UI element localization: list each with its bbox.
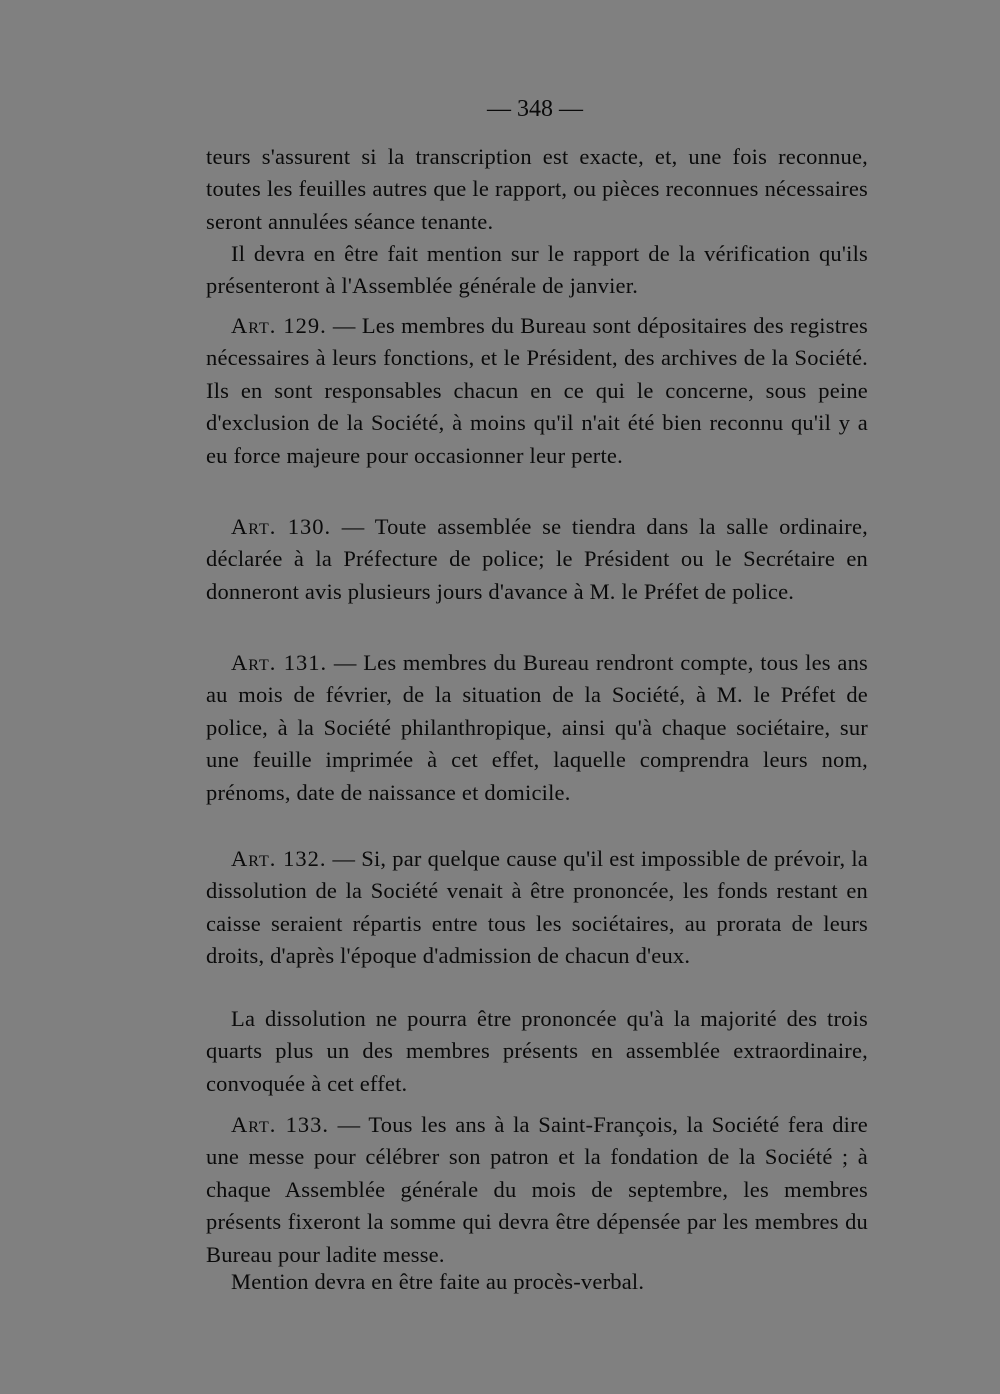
paragraph-text: Il devra en être fait mention sur le rapport de la vérification qu'ils présenteront à l'Assemblée générale de janvier. xyxy=(206,241,868,299)
article-text: — Les membres du Bureau sont dépositaires des registres nécessaires à leurs fonctions, et le Président, des archives de la Société. Ils en sont responsables chacun en ce qui le concerne, sous peine d'exclusion de la Société, à moins qu'il n'ait été bien reconnu qu'il y a eu force majeure pour occasionner leur perte. xyxy=(206,313,869,468)
article-132 xyxy=(206,843,868,973)
paragraph-text: La dissolution ne pourra être prononcée qu'à la majorité des trois quarts plus un des membres présents en assemblée extraordinaire, convoquée à cet effet. xyxy=(206,1006,868,1096)
article-label: Art. 129. xyxy=(231,313,327,338)
article-133 xyxy=(206,1109,868,1271)
paragraph-text: teurs s'assurent si la transcription est exacte, et, une fois reconnue, toutes les feuilles autres que le rapport, ou pièces reconnues nécessaires seront annulées séance tenante. xyxy=(206,144,868,234)
article-text: — Les membres du Bureau rendront compte, tous les ans au mois de février, de la situation de la Société, à M. le Préfet de police, à la Société philanthropique, ainsi qu'à chaque sociétaire, sur une feuille imprimée à cet effet, laquelle comprendra leurs nom, prénoms, date de naissance et domicile. xyxy=(206,650,868,805)
page-number: — 348 — xyxy=(487,96,583,122)
article-label: Art. 131. xyxy=(231,650,328,675)
article-130 xyxy=(206,511,868,608)
paragraph-continuation xyxy=(206,141,868,238)
paragraph xyxy=(206,238,868,303)
paragraph-text: Mention devra en être faite au procès-verbal. xyxy=(231,1269,645,1294)
article-label: Art. 132. xyxy=(231,846,327,871)
article-text: — Tous les ans à la Saint-François, la Société fera dire une messe pour célébrer son patron et la fondation de la Société ; à chaque Assemblée générale du mois de septembre, les membres présents fixeront la somme qui devra être dépensée par les membres du Bureau pour ladite messe. xyxy=(206,1112,868,1267)
article-129 xyxy=(206,310,868,472)
article-label: Art. 133. xyxy=(231,1112,330,1137)
article-text: — Toute assemblée se tiendra dans la salle ordinaire, déclarée à la Préfecture de police; le Président ou le Secrétaire en donneront avis plusieurs jours d'avance à M. le Préfet de police. xyxy=(206,514,869,604)
paragraph xyxy=(206,1266,868,1298)
paragraph xyxy=(206,1003,868,1100)
article-text: — Si, par quelque cause qu'il est impossible de prévoir, la dissolution de la Société venait à être prononcée, les fonds restant en caisse seraient répartis entre tous les sociétaires, au prorata de leurs droits, d'après l'époque d'admission de chacun d'eux. xyxy=(206,846,868,969)
article-131 xyxy=(206,647,868,809)
article-label: Art. 130. xyxy=(231,514,332,539)
